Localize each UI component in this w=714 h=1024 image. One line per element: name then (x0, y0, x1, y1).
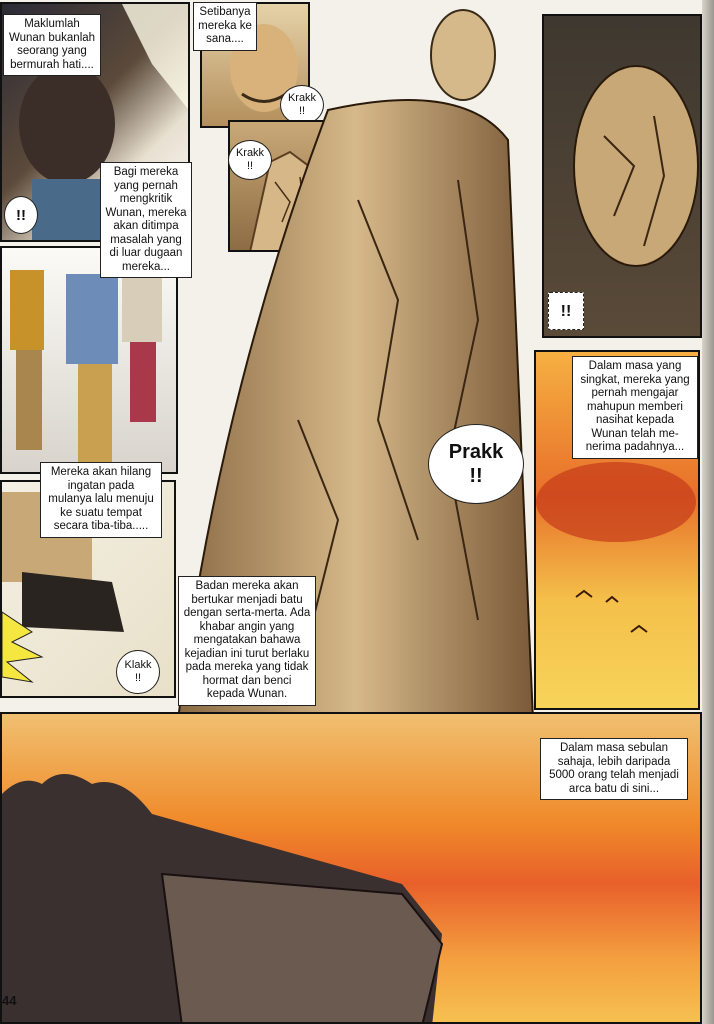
caption-critics: Bagi mereka yang pernah mengkritik Wunan, mereka akan ditimpa masalah yang di luar dugaan mereka... (100, 162, 192, 278)
sfx-stone-face-exclaim-text: !! (560, 302, 572, 320)
sfx-krakk-2-word: Krakk (235, 147, 265, 159)
caption-arrival: Setibanya mereka ke sana.... (193, 2, 257, 51)
panel-walking-people (0, 246, 178, 474)
sfx-exclaim-1-text: !! (16, 206, 26, 224)
sfx-krakk-1-mark: !! (298, 105, 306, 117)
page-number: 44 (2, 993, 17, 1008)
sfx-krakk-1-word: Krakk (287, 92, 317, 104)
panel-stone-face (542, 14, 702, 338)
caption-5000-statues: Dalam masa sebulan sahaja, lebih daripada 5000 orang telah menjadi arca batu di sini... (540, 738, 688, 800)
caption-memory-loss: Mereka akan hilang ingatan pada mulanya lalu menuju ke suatu tempat secara tiba-tiba..... (40, 462, 162, 538)
sfx-prakk-mark: !! (469, 465, 483, 487)
caption-turned-to-stone: Badan mereka akan bertukar menjadi batu dengan serta-merta. Ada khabar angin yang mengatakan bahawa kejadian ini turut berlaku pada mereka yang tidak hormat dan benci kepada Wunan. (178, 576, 316, 706)
walking-people-illustration (2, 248, 178, 474)
sfx-krakk-2-mark: !! (246, 160, 254, 172)
caption-not-generous: Maklumlah Wunan bukanlah seorang yang bermurah hati.... (3, 14, 101, 76)
sfx-stone-face-exclaim (548, 292, 584, 330)
sfx-klakk (116, 650, 160, 694)
sfx-prakk-word: Prakk (448, 441, 504, 463)
sfx-exclaim-1 (4, 196, 38, 234)
book-spine-shadow (702, 0, 714, 1024)
sfx-prakk (428, 424, 524, 504)
sfx-klakk-mark: !! (134, 672, 142, 684)
stone-face-illustration (544, 16, 702, 338)
sfx-klakk-word: Klakk (124, 659, 152, 671)
caption-teachers-suffered: Dalam masa yang singkat, mereka yang pernah mengajar mahupun memberi nasihat kepada Wunan telah me-nerima padahnya... (572, 356, 698, 459)
